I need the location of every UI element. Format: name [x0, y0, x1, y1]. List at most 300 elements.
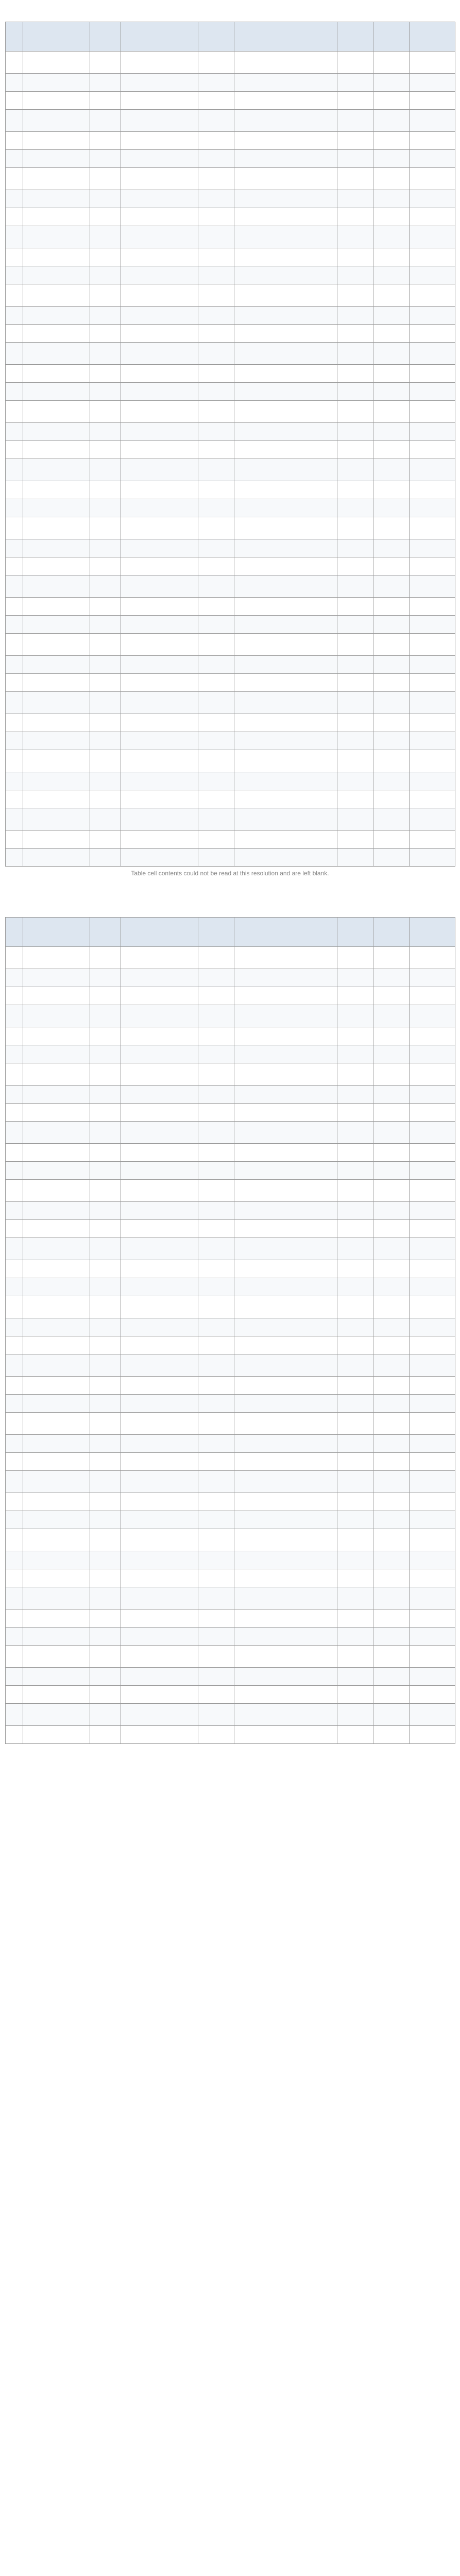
table-cell [121, 790, 198, 808]
table-cell [198, 1045, 234, 1063]
table-cell [234, 459, 337, 481]
annex-1-row [6, 790, 455, 808]
table-cell [337, 1296, 373, 1318]
annex-1-row [6, 383, 455, 401]
table-cell [90, 1668, 121, 1686]
table-cell [121, 1296, 198, 1318]
table-cell [198, 1413, 234, 1435]
table-cell [337, 1587, 373, 1609]
annex-2-row [6, 1045, 455, 1063]
table-cell [198, 1453, 234, 1471]
table-cell [198, 732, 234, 750]
table-cell [121, 1609, 198, 1628]
table-cell [90, 1296, 121, 1318]
annex-1-label [5, 0, 455, 12]
table-cell [373, 150, 410, 168]
table-cell [23, 750, 90, 772]
table-cell [6, 1104, 23, 1122]
table-cell [90, 92, 121, 110]
table-cell [410, 1086, 455, 1104]
table-cell [90, 248, 121, 266]
table-cell [410, 598, 455, 616]
table-cell [373, 598, 410, 616]
table-cell [23, 1144, 90, 1162]
table-cell [23, 343, 90, 365]
table-cell [410, 365, 455, 383]
table-cell [198, 481, 234, 499]
table-cell [90, 1336, 121, 1354]
table-cell [234, 248, 337, 266]
table-cell [121, 168, 198, 190]
table-cell [234, 401, 337, 423]
table-cell [337, 459, 373, 481]
table-cell [121, 947, 198, 969]
table-cell [90, 52, 121, 74]
table-cell [410, 190, 455, 208]
table-cell [6, 831, 23, 849]
table-cell [198, 248, 234, 266]
table-cell [121, 750, 198, 772]
annex-1-row [6, 190, 455, 208]
table-cell [121, 1144, 198, 1162]
table-cell [90, 1027, 121, 1045]
table-cell [373, 1493, 410, 1511]
table-cell [410, 1686, 455, 1704]
table-cell [6, 1278, 23, 1296]
table-cell [234, 656, 337, 674]
table-cell [23, 1063, 90, 1086]
annex-2-row [6, 1336, 455, 1354]
table-cell [373, 790, 410, 808]
table-cell [198, 790, 234, 808]
table-cell [373, 1668, 410, 1686]
table-cell [373, 1045, 410, 1063]
table-cell [6, 401, 23, 423]
annex-2-row [6, 1609, 455, 1628]
table-cell [373, 1704, 410, 1726]
table-cell [337, 750, 373, 772]
table-cell [6, 248, 23, 266]
table-cell [90, 266, 121, 284]
table-cell [6, 343, 23, 365]
table-cell [234, 1220, 337, 1238]
table-cell [121, 674, 198, 692]
table-cell [23, 284, 90, 307]
table-cell [198, 1726, 234, 1744]
table-cell [23, 1045, 90, 1063]
annex-1-row [6, 732, 455, 750]
table-cell [121, 132, 198, 150]
table-cell [6, 1493, 23, 1511]
table-cell [121, 1086, 198, 1104]
table-cell [410, 1377, 455, 1395]
table-cell [410, 1180, 455, 1202]
table-cell [234, 499, 337, 517]
table-cell [90, 1318, 121, 1336]
table-cell [6, 1435, 23, 1453]
table-cell [90, 1202, 121, 1220]
table-cell [198, 714, 234, 732]
table-cell [373, 808, 410, 831]
table-cell [121, 831, 198, 849]
table-cell [373, 307, 410, 325]
annex-1-row [6, 539, 455, 557]
table-cell [23, 307, 90, 325]
table-cell [410, 1646, 455, 1668]
table-cell [121, 1180, 198, 1202]
table-cell [410, 575, 455, 598]
table-cell [337, 365, 373, 383]
table-cell [6, 499, 23, 517]
table-cell [373, 947, 410, 969]
table-cell [234, 325, 337, 343]
table-cell [373, 74, 410, 92]
table-cell [90, 74, 121, 92]
table-cell [6, 1609, 23, 1628]
table-cell [198, 947, 234, 969]
table-cell [337, 969, 373, 987]
table-cell [373, 1104, 410, 1122]
table-cell [90, 1278, 121, 1296]
table-cell [121, 284, 198, 307]
annex-2-header-cell [410, 918, 455, 947]
table-cell [410, 52, 455, 74]
table-cell [410, 168, 455, 190]
table-cell [198, 307, 234, 325]
table-cell [198, 1686, 234, 1704]
annex-2-row [6, 1511, 455, 1529]
table-cell [23, 1278, 90, 1296]
table-cell [337, 1609, 373, 1628]
table-cell [373, 1377, 410, 1395]
table-cell [337, 692, 373, 714]
table-cell [90, 325, 121, 343]
table-cell [90, 1144, 121, 1162]
table-cell [410, 772, 455, 790]
annex-1-row [6, 831, 455, 849]
table-cell [410, 1162, 455, 1180]
table-cell [6, 1260, 23, 1278]
table-cell [90, 1551, 121, 1569]
table-cell [410, 307, 455, 325]
table-cell [23, 656, 90, 674]
table-cell [410, 1278, 455, 1296]
table-cell [337, 1336, 373, 1354]
table-cell [6, 1668, 23, 1686]
table-cell [198, 1122, 234, 1144]
table-cell [234, 1162, 337, 1180]
table-cell [90, 1511, 121, 1529]
annex-2-row [6, 1144, 455, 1162]
table-cell [23, 226, 90, 248]
table-cell [337, 190, 373, 208]
table-cell [23, 365, 90, 383]
table-cell [23, 616, 90, 634]
table-cell [90, 1086, 121, 1104]
table-cell [373, 190, 410, 208]
table-cell [234, 1511, 337, 1529]
table-cell [90, 692, 121, 714]
table-cell [234, 110, 337, 132]
annex-2-row [6, 969, 455, 987]
table-cell [6, 1180, 23, 1202]
table-cell [234, 52, 337, 74]
table-cell [6, 1144, 23, 1162]
annex-2-header-cell [373, 918, 410, 947]
annex-1-row [6, 248, 455, 266]
table-cell [373, 226, 410, 248]
table-cell [6, 1336, 23, 1354]
table-cell [6, 1238, 23, 1260]
annex-1-row [6, 517, 455, 539]
table-cell [6, 1569, 23, 1587]
table-cell [198, 598, 234, 616]
table-cell [373, 248, 410, 266]
table-cell [234, 1704, 337, 1726]
table-cell [234, 1104, 337, 1122]
table-cell [373, 499, 410, 517]
table-cell [234, 1336, 337, 1354]
table-cell [198, 674, 234, 692]
annex-1-row [6, 92, 455, 110]
table-cell [337, 1493, 373, 1511]
table-cell [337, 1511, 373, 1529]
table-cell [410, 1726, 455, 1744]
table-cell [6, 790, 23, 808]
table-cell [410, 656, 455, 674]
table-cell [6, 598, 23, 616]
table-cell [373, 1686, 410, 1704]
table-cell [373, 656, 410, 674]
table-cell [23, 1027, 90, 1045]
table-cell [121, 598, 198, 616]
table-cell [234, 1144, 337, 1162]
table-cell [337, 1686, 373, 1704]
table-cell [90, 1413, 121, 1435]
table-cell [90, 849, 121, 867]
table-cell [410, 1435, 455, 1453]
table-cell [410, 969, 455, 987]
table-cell [373, 1063, 410, 1086]
table-cell [198, 1336, 234, 1354]
table-cell [337, 208, 373, 226]
table-cell [373, 1180, 410, 1202]
table-cell [234, 92, 337, 110]
table-cell [6, 1511, 23, 1529]
table-cell [337, 1529, 373, 1551]
table-cell [6, 74, 23, 92]
annex-2-row [6, 1278, 455, 1296]
table-cell [410, 1413, 455, 1435]
table-cell [6, 1471, 23, 1493]
table-cell [373, 92, 410, 110]
table-cell [23, 481, 90, 499]
table-cell [373, 539, 410, 557]
table-cell [373, 1220, 410, 1238]
table-cell [410, 150, 455, 168]
table-cell [121, 1493, 198, 1511]
table-cell [373, 1453, 410, 1471]
table-cell [90, 150, 121, 168]
annex-2-body [6, 947, 455, 1744]
table-cell [23, 459, 90, 481]
annex-1-row [6, 132, 455, 150]
table-cell [337, 92, 373, 110]
table-cell [373, 325, 410, 343]
annex-1-row [6, 692, 455, 714]
annex-2-row [6, 987, 455, 1005]
table-cell [121, 987, 198, 1005]
table-cell [90, 714, 121, 732]
table-cell [90, 1354, 121, 1377]
annex-2-header-cell [234, 918, 337, 947]
table-cell [198, 401, 234, 423]
table-cell [373, 1471, 410, 1493]
table-cell [410, 110, 455, 132]
table-cell [410, 1336, 455, 1354]
table-cell [6, 634, 23, 656]
annex-2-row [6, 1646, 455, 1668]
table-cell [6, 750, 23, 772]
table-cell [373, 1628, 410, 1646]
annex-2-row [6, 1587, 455, 1609]
table-cell [23, 772, 90, 790]
annex-1-row [6, 168, 455, 190]
table-cell [337, 849, 373, 867]
table-cell [410, 1104, 455, 1122]
table-cell [410, 692, 455, 714]
table-cell [337, 284, 373, 307]
table-cell [337, 307, 373, 325]
table-cell [373, 575, 410, 598]
annex-2-row [6, 1104, 455, 1122]
annex-2-header-cell [90, 918, 121, 947]
table-cell [23, 1318, 90, 1336]
table-cell [6, 1551, 23, 1569]
unreadable-notice: Table cell contents could not be read at this resolution and are left blank. [131, 870, 329, 877]
table-cell [121, 1336, 198, 1354]
table-cell [121, 1435, 198, 1453]
table-cell [337, 1704, 373, 1726]
table-cell [121, 1202, 198, 1220]
table-cell [373, 266, 410, 284]
table-cell [6, 656, 23, 674]
table-cell [410, 441, 455, 459]
table-cell [234, 74, 337, 92]
table-cell [121, 692, 198, 714]
table-cell [6, 1122, 23, 1144]
table-cell [90, 459, 121, 481]
table-cell [410, 849, 455, 867]
table-cell [23, 1354, 90, 1377]
table-cell [90, 1063, 121, 1086]
table-cell [337, 1435, 373, 1453]
table-cell [373, 1551, 410, 1569]
table-cell [337, 987, 373, 1005]
table-cell [337, 674, 373, 692]
table-cell [121, 1453, 198, 1471]
table-cell [234, 1260, 337, 1278]
table-cell [6, 92, 23, 110]
table-cell [198, 1529, 234, 1551]
table-cell [373, 1395, 410, 1413]
table-cell [234, 772, 337, 790]
table-cell [6, 423, 23, 441]
table-cell [337, 1202, 373, 1220]
annex-1-row [6, 441, 455, 459]
table-cell [121, 714, 198, 732]
table-cell [198, 383, 234, 401]
table-cell [23, 401, 90, 423]
annex-1-row [6, 74, 455, 92]
table-cell [23, 1587, 90, 1609]
table-cell [198, 284, 234, 307]
table-cell [121, 365, 198, 383]
table-cell [234, 1668, 337, 1686]
table-cell [198, 325, 234, 343]
table-cell [373, 692, 410, 714]
table-cell [121, 110, 198, 132]
table-cell [23, 808, 90, 831]
table-cell [410, 1238, 455, 1260]
table-cell [23, 790, 90, 808]
table-cell [23, 1453, 90, 1471]
table-cell [410, 557, 455, 575]
table-cell [234, 1529, 337, 1551]
table-cell [410, 1609, 455, 1628]
table-cell [410, 1587, 455, 1609]
table-cell [234, 1726, 337, 1744]
table-cell [90, 423, 121, 441]
table-cell [234, 1296, 337, 1318]
table-cell [90, 674, 121, 692]
table-cell [90, 365, 121, 383]
table-cell [337, 808, 373, 831]
table-cell [198, 634, 234, 656]
table-cell [373, 1529, 410, 1551]
table-cell [410, 325, 455, 343]
table-cell [373, 1435, 410, 1453]
table-cell [373, 459, 410, 481]
table-cell [121, 1318, 198, 1336]
table-cell [410, 248, 455, 266]
table-cell [337, 634, 373, 656]
table-cell [198, 575, 234, 598]
table-cell [337, 110, 373, 132]
table-cell [121, 1005, 198, 1027]
table-cell [198, 1005, 234, 1027]
table-cell [121, 1587, 198, 1609]
table-cell [198, 1493, 234, 1511]
table-cell [6, 132, 23, 150]
table-cell [234, 168, 337, 190]
table-cell [198, 1395, 234, 1413]
table-cell [234, 132, 337, 150]
table-cell [234, 1005, 337, 1027]
annex-2-row [6, 1238, 455, 1260]
table-cell [198, 1260, 234, 1278]
table-cell [198, 266, 234, 284]
table-cell [234, 1413, 337, 1435]
table-cell [198, 1220, 234, 1238]
table-cell [234, 1278, 337, 1296]
table-cell [198, 1278, 234, 1296]
table-cell [6, 1045, 23, 1063]
annex-2-row [6, 1377, 455, 1395]
table-cell [234, 808, 337, 831]
table-cell [121, 1704, 198, 1726]
table-cell [373, 772, 410, 790]
